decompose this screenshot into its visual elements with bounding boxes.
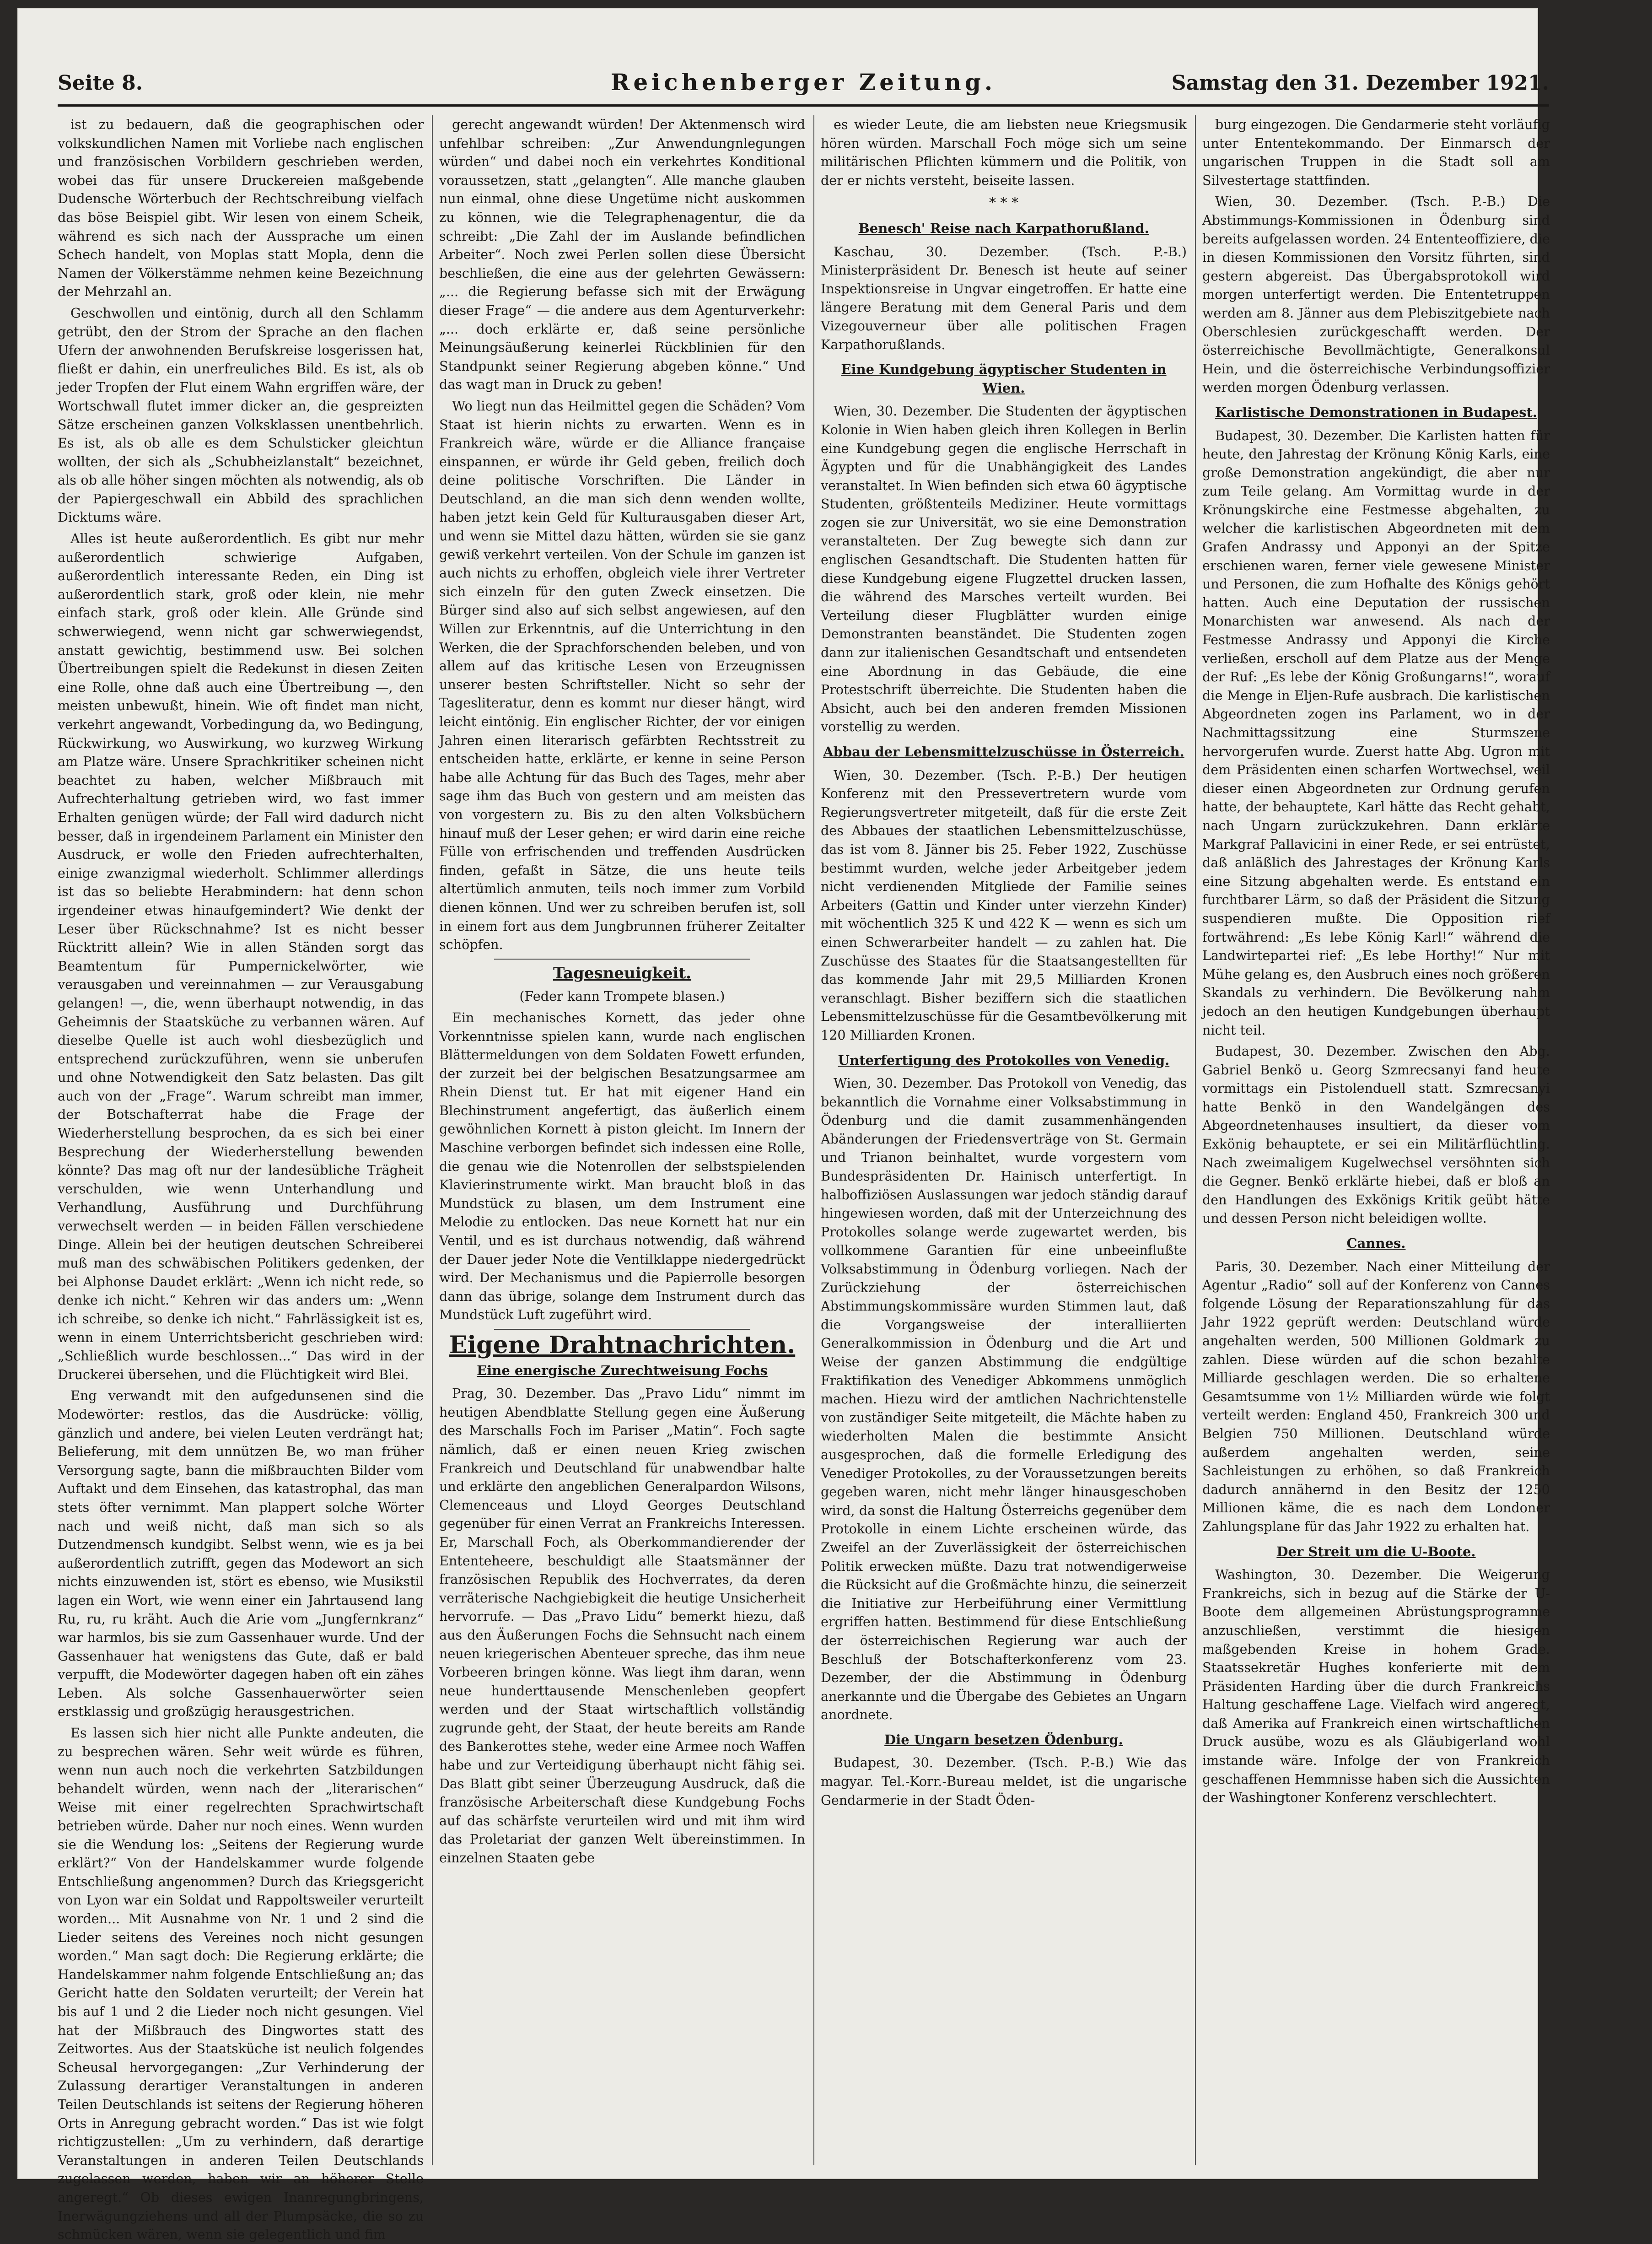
column-divider <box>432 115 433 2165</box>
paragraph: Paris, 30. Dezember. Nach einer Mitteilung der Agentur „Radio“ soll auf der Konferenz von Cannes folgende Lösung der Reparationszahlung für das Jahr 1922 geprüft werden: Deutschland würde angehalten werden, 500 Millionen Goldmark zu zahlen. Diese würden auf die schon bezahlte Milliarde geschlagen werden. Die so erhaltene Gesamtsumme von 1½ Milliarden würde wie folgt verteilt werden: England 450, Frankreich 300 und Belgien 750 Millionen. Deutschland würde außerdem angehalten werden, seine Sachleistungen zu erhöhen, so daß Frankreich dadurch annähernd in den Besitz der 1250 Millionen käme, die es nach dem Londoner Zahlungsplane für das Jahr 1922 zu erhalten hat. <box>1202 1258 1550 1534</box>
column-4 <box>1202 115 1550 2184</box>
column-1 <box>58 115 424 2243</box>
paragraph: Wien, 30. Dezember. (Tsch. P.-B.) Der heutigen Konferenz mit den Pressevertretern wurde vom Regierungsvertreter mitgeteilt, daß für die erste Zeit des Abbaues der staatlichen Lebensmittelzuschüsse, das ist vom 8. Jänner bis 25. Feber 1922, Zuschüsse bestimmt wurden, welche jeder Arbeitgeber jedem nicht verdienenden Mitgliede der Familie seines Arbeiters (Gattin und Kinder unter vierzehn Kinder) mit wöchentlich 325 K und 422 K — wenn es sich um einen Schwerarbeiter handelt — zu zahlen hat. Die Zuschüsse des Staates für die Staatsangestellten für das kommende Jahr mit 29,5 Milliarden Kronen veranschlagt. Bisher beziffern sich die staatlichen Lebensmittelzuschüsse für die Gesamtbevölkerung mit 120 Milliarden Kronen. <box>821 767 1187 1043</box>
section-heading-tagesneuigkeit: Tagesneuigkeit. <box>553 964 692 982</box>
paragraph: gerecht angewandt würden! Der Aktenmensch wird unfehlbar schreiben: „Zur Anwendungnlegungen würden“ und dabei noch ein verkehrtes Konditional voraussetzen, statt „gelangten“. Alle manche glauben nun einmal, ohne diese Ungetüme nicht auskommen zu können, wie die Telegraphenagentur, die da schreibt: „Die Zahl der im Auslande befindlichen Arbeiter“. Noch zwei Perlen sollen diese Übersicht beschließen, die eine aus der gelehrten Gewässern: „... die Regierung befasse sich mit der Erwägung dieser Frage“ — die andere aus dem Agenturverkehr: „... doch erklärte er, daß seine persönliche Meinungsäußerung keinerlei Rückblinien für den Standpunkt seiner Regierung abgeben könne.“ Und das wagt man in Druck zu geben! <box>439 117 805 393</box>
section-heading-drahtnachrichten: Eigene Drahtnachrichten. <box>449 1331 796 1359</box>
issue-date: Samstag den 31. Dezember 1921. <box>1171 71 1549 95</box>
paragraph: Budapest, 30. Dezember. Zwischen den Abg. Gabriel Benkö u. Georg Szmrecsanyi fand heute vormittags ein Pistolenduell statt. Szmrecsanyi hatte Benkö in den Wandelgängen des Abgeordnetenhauses insultiert, da dieser vom Exkönig behauptete, er sei ein Militärflüchtling. Nach zweimaligem Kugelwechsel versöhnten sich die Gegner. Benkö erklärte hiebei, daß er bloß an den Handlungen des Exkönigs Kritik geübt hätte und dessen Person nicht beleidigen wollte. <box>1202 1043 1550 1226</box>
column-divider <box>813 115 814 2165</box>
article-heading: Eine Kundgebung ägyptischer Studenten in Wien. <box>841 361 1167 396</box>
paragraph: Ein mechanisches Kornett, das jeder ohne Vorkenntnisse spielen kann, wurde nach englischen Blättermeldungen von dem Soldaten Fowett erfunden, der zurzeit bei der belgischen Besatzungsarmee am Rhein Dienst tut. Er hat mit eigener Hand ein Blechinstrument angefertigt, das äußerlich einem gewöhnlichen Kornett à piston gleicht. Im Innern der Maschine verborgen befindet sich indessen eine Rolle, die genau wie die Notenrollen der selbstspielenden Klavierinstrumente wirkt. Man braucht bloß in das Mundstück zu blasen, um dem Instrument eine Melodie zu entlocken. Das neue Kornett hat nur ein Ventil, und es ist durchaus notwendig, daß während der Dauer jeder Note die Ventilklappe niedergedrückt wird. Der Mechanismus und die Papierrolle besorgen dann das übrige, solange dem Instrument durch das Mundstück Luft zugeführt wird. <box>439 1009 805 1323</box>
article-heading: Unterfertigung des Protokolles von Venedig. <box>838 1052 1170 1068</box>
paragraph: Prag, 30. Dezember. Das „Pravo Lidu“ nimmt im heutigen Abendblatte Stellung gegen eine Äußerung des Marschalls Foch im Pariser „Matin“. Foch sagte nämlich, daß er einen neuen Krieg zwischen Frankreich und Deutschland für unabwendbar halte und erklärte den angeblichen Generalpardon Wilsons, Clemenceaus und Lloyd Georges Deutschland gegenüber für einen Verrat an Frankreichs Interessen. Er, Marschall Foch, als Oberkommandierender der Ententeheere, beschuldigt alle Staatsmänner der französischen Republik des Hochverrates, da deren verräterische Nachgiebigkeit die heutige Unsicherheit hervorrufe. — Das „Pravo Lidu“ bemerkt hiezu, daß aus den Äußerungen Fochs die Sehnsucht nach einem neuen kriegerischen Abenteuer spreche, das ihm neue Vorbeeren bringen könne. Was liegt ihm daran, wenn neue hunderttausende Menschenleben geopfert werden und der Staat wirtschaftlich vollständig zugrunde geht, der Staat, der heute bereits am Rande des Bankerottes stehe, weder eine Armee noch Waffen habe und zur Verteidigung überhaupt nicht fähig sei. Das Blatt gibt seiner Überzeugung Ausdruck, daß die französische Arbeiterschaft diese Kundgebung Fochs auf das schärfste verurteilen wird und mit ihm wird das Proletariat der ganzen Welt übereinstimmen. In einzelnen Staaten gebe <box>439 1386 805 1866</box>
paragraph: Geschwollen und eintönig, durch all den Schlamm getrübt, den der Strom der Sprache an den flachen Ufern der anwohnenden Berufskreise losgerissen hat, fließt er dahin, ein unerfreuliches Bild. Es ist, als ob jeder Tropfen der Flut einem Wahn ergriffen wäre, der Wortschwall flutet immer dicker an, die gespreizten Sätze erscheinen ganzen Volksklassen unentbehrlich. Es ist, als ob alle es dem Schulsticker gleichtun wollten, der sich als „Schubheizlanstalt“ bezeichnet, als ob alle höher singen möchten als notwendig, als ob der Papiergeschwall ein Abbild des sprachlichen Dicktums wäre. <box>58 305 424 525</box>
paragraph: Washington, 30. Dezember. Die Weigerung Frankreichs, sich in bezug auf die Stärke der U-Boote dem allgemeinen Abrüstungsprogramme anzuschließen, verstimmt die hiesigen maßgebenden Kreise in hohem Grade. Staatssekretär Hughes konferierte mit dem Präsidenten Harding über die durch Frankreichs Haltung geschaffene Lage. Vielfach wird angeregt, daß Amerika auf Frankreich einen wirtschaftlichen Druck ausübe, wozu es als Gläubigerland wohl imstande wäre. Infolge der von Frankreich geschaffenen Hemmnisse haben sich die Aussichten der Washingtoner Konferenz verschlechtert. <box>1202 1567 1550 1806</box>
section-divider <box>494 959 750 960</box>
paragraph: ist zu bedauern, daß die geographischen oder volkskundlichen Namen mit Vorliebe nach englischen und französischen Vorbildern geschrieben werden, wobei das für unsere Druckereien maßgebende Dudensche Wörterbuch der Rechtschreibung vielfach das böse Beispiel gibt. Wir lesen von einem Scheik, während es sich nach der Aussprache um einen Schech handelt, von Moplas statt Mopla, denn die Namen der Völkerstämme nehmen keine Bezeichnung der Mehrzahl an. <box>58 117 424 300</box>
paragraph: Wien, 30. Dezember. Die Studenten der ägyptischen Kolonie in Wien haben gleich ihren Kollegen in Berlin eine Kundgebung gegen die englische Herrschaft in Ägypten und für die Unabhängigkeit des Landes veranstaltet. In Wien befinden sich etwa 60 ägyptische Studenten, größtenteils Mediziner. Heute vormittags zogen sie zur Universität, wo sie eine Demonstration veranstalteten. Der Zug bewegte sich dann zur englischen Gesandtschaft. Die Studenten hatten für diese Kundgebung eigene Flugzettel drucken lassen, die während des Marsches verteilt wurden. Bei Verteilung dieser Flugblätter wurden einige Demonstranten beanständet. Die Studenten zogen dann zur italienischen Gesandtschaft und entsendeten eine Abordnung in das Gebäude, die eine Protestschrift überreichte. Die Studenten haben die Absicht, auch bei den anderen fremden Missionen vorstellig zu werden. <box>821 403 1187 735</box>
article-heading: Der Streit um die U-Boote. <box>1276 1543 1476 1559</box>
newspaper-title: Reichenberger Zeitung. <box>610 69 996 96</box>
paragraph: Wien, 30. Dezember. (Tsch. P.-B.) Die Abstimmungs-Kommissionen in Ödenburg sind bereits aufgelassen worden. 24 Ententeoffiziere, die in diesen Kommissionen den Vorsitz führten, sind gestern abgereist. Das Übergabsprotokoll wird morgen unterfertigt werden. Die Ententetruppen werden am 8. Jänner aus dem Plebiszitgebiete nach Oberschlesien zurückgeschafft werden. Der österreichische Bevollmächtigte, Generalkonsul Hein, und die österreichische Verbindungsoffizier werden morgen Ödenburg verlassen. <box>1202 194 1550 395</box>
paragraph: Wo liegt nun das Heilmittel gegen die Schäden? Vom Staat ist hierin nichts zu erwarten. Wenn es in Frankreich wäre, würde er die Alliance française einspannen, er würde ihr Geld geben, freilich doch deine politische Vorschriften. Die Länder in Deutschland, an die man sich denn wenden wollte, haben jetzt kein Geld für Kulturausgaben dieser Art, und wenn sie Mittel dazu hätten, würden sie sie ganz gewiß verkehrt verteilen. Von der Schule im ganzen ist auch nichts zu erhoffen, obgleich viele ihrer Vertreter sich einzeln für den guten Zweck einsetzen. Die Bürger sind also auf sich selbst angewiesen, auf den Willen zur Erkenntnis, auf die Unterrichtung in den Werken, die der Sprachforschenden beleben, und von allem auf das kritische Lesen von Erzeugnissen unserer besten Schriftsteller. Nicht so sehr der Tagesliteratur, denn es kommt nur dieser hängt, wird leicht eintönig. Ein englischer Richter, der vor einigen Jahren einen literarisch gefärbten Rechtsstreit zu entscheiden hatte, erklärte, er kenne in seine Person habe alle Achtung für das Buch des Tages, mehr aber sage ihm das Buch von gestern und am meisten das von vorgestern zu. Bis zu den alten Volksbüchern hinauf muß der Leser gehen; er wird darin eine reiche Fülle von erfrischenden und treffenden Ausdrücken finden, gefaßt in Sätze, die uns heute teils altertümlich anmuten, teils noch immer zum Vorbild dienen können. Und wer zu schreiben berufen ist, soll in einem fort aus dem Jungbrunnen früherer Zeitalter schöpfen. <box>439 398 805 953</box>
page-number: Seite 8. <box>58 71 143 95</box>
article-heading: Abbau der Lebensmittelzuschüsse in Österreich. <box>823 744 1184 760</box>
article-heading: Eine energische Zurechtweisung Fochs <box>477 1362 768 1378</box>
separator-stars: * * * <box>989 195 1019 211</box>
paragraph: Budapest, 30. Dezember. (Tsch. P.-B.) Wie das magyar. Tel.-Korr.-Bureau meldet, ist die ungarische Gendarmerie in der Stadt Öden- <box>821 1755 1187 1808</box>
article-subtitle: (Feder kann Trompete blasen.) <box>519 988 725 1004</box>
article-heading: Die Ungarn besetzen Ödenburg. <box>884 1732 1123 1748</box>
paragraph: es wieder Leute, die am liebsten neue Kriegsmusik hören würden. Marschall Foch möge sich um seine militärischen Pflichten kümmern und die Politik, von der er nichts versteht, beiseite lassen. <box>821 117 1187 188</box>
section-divider <box>494 1329 750 1330</box>
paragraph: Budapest, 30. Dezember. Die Karlisten hatten für heute, den Jahrestag der Krönung König Karls, eine große Demonstration angekündigt, die aber nur zum Teile gelang. Am Vormittag wurde in der Krönungskirche eine Festmesse abgehalten, zu welcher die karlistischen Abgeordneten mit dem Grafen Andrassy und Apponyi an der Spitze erschienen waren, ferner viele gewesene Minister und Personen, die zum Hofhalte des Königs gehört hatten. Auch eine Deputation der russischen Monarchisten war anwesend. Als nach der Festmesse Andrassy und Apponyi die Kirche verließen, erscholl auf dem Platze aus der Menge der Ruf: „Es lebe der König Großungarns!“, worauf die Menge in Eljen-Rufe ausbrach. Die karlistischen Abgeordneten zogen ins Parlament, wo in der Nachmittagssitzung eine Sturmszene hervorgerufen wurde. Zuerst hatte Abg. Ugron mit dem Präsidenten einen scharfen Wortwechsel, weil dieser einen Abgeordneten zur Ordnung gerufen hatte, der behauptete, Karl hätte das Recht gehabt, nach Ungarn zurückzukehren. Dann erklärte Markgraf Pallavicini in einer Rede, er sei entrüstet, daß anläßlich des Jahrestages der Krönung Karls eine Sitzung abgehalten werde. Es entstand ein furchtbarer Lärm, so daß der Präsident die Sitzung suspendieren mußte. Die Opposition rief fortwährend: „Es lebe König Karl!“ während die Landwirtepartei rief: „Es lebe Horthy!“ Nur mit Mühe gelang es, den Ausbruch eines noch größeren Skandals zu verhindern. Die Bevölkerung nahm jedoch an den heutigen Kundgebungen überhaupt nicht teil. <box>1202 427 1550 1038</box>
paragraph: Kaschau, 30. Dezember. (Tsch. P.-B.) Ministerpräsident Dr. Benesch ist heute auf seiner Inspektionsreise in Ungvar eingetroffen. Er hatte eine längere Beratung mit dem General Paris und dem Vizegouverneur über alle politischen Fragen Karpathorußlands. <box>821 243 1187 352</box>
article-heading: Benesch' Reise nach Karpathorußland. <box>858 220 1149 236</box>
article-heading: Cannes. <box>1346 1235 1406 1251</box>
article-heading: Karlistische Demonstrationen in Budapest. <box>1215 404 1538 420</box>
paragraph: Es lassen sich hier nicht alle Punkte andeuten, die zu besprechen wären. Sehr weit würde es führen, wenn nun auch noch die verkehrten Satzbildungen behandelt würden, wenn nach der „literarischen“ Weise mit einer regelrechten Sprachwirtschaft betrieben würde. Daher nur noch eines. Wenn wurden sie die Wendung los: „Seitens der Regierung wurde erklärt?“ Von der Handelskammer wurde folgende Entschließung angenommen? Durch das Kriegsgericht von Lyon war ein Soldat und Rappoltsweiler verurteilt worden... Mit Ausnahme von Nr. 1 und 2 sind die Lieder seitens des Vereines noch nicht gesungen worden.“ Man sagt doch: Die Regierung erklärte; die Handelskammer nahm folgende Entschließung an; das Gericht hatte den Soldaten verurteilt; der Verein hat bis auf 1 und 2 die Lieder noch nicht gesungen. Viel hat der Mißbrauch des Dingwortes statt des Zeitwortes. Aus der Staatsküche ist neulich folgendes Scheusal hervorgegangen: „Zur Verhinderung der Zulassung derartiger Veranstaltungen in anderen Teilen Deutschlands ist seitens der Regierung höheren Orts in Anregung gebracht worden.“ Das ist wie folgt richtigzustellen: „Um zu verhindern, daß derartige Veranstaltungen in anderen Teilen Deutschlands zugelassen werden, haben wir an höherer Stelle angeregt.“ Ob dieses ewigen Inanregungbringens, Inerwägungziehens und all der Plumpsäcke, die so zu schmücken wären, wenn sie gelegentlich und fim <box>58 1725 424 2243</box>
paragraph: Wien, 30. Dezember. Das Protokoll von Venedig, das bekanntlich die Vornahme einer Volksabstimmung in Ödenburg und die damit zusammenhängenden Abänderungen der Friedensverträge von St. Germain und Trianon beinhaltet, wurde vorgestern vom Bundespräsidenten Dr. Hainisch unterfertigt. In halboffiziösen Auslassungen war jedoch ständig darauf hingewiesen worden, daß mit der Unterzeichnung des Protokolles solange werde zugewartet werden, bis vollkommene Garantien für eine unbeeinflußte Volksabstimmung in Ödenburg vorliegen. Nach der Zurückziehung der österreichischen Abstimmungskommissäre wurden Stimmen laut, daß die Vorgangsweise der interalliierten Generalkommission in Ödenburg und die Art und Weise der ganzen Abstimmung die endgültige Fraktifikation des Venediger Abkommens unmöglich machen. Hiezu wird der amtlichen Nachrichtenstelle von zuständiger Seite mitgeteilt, die Mächte haben zu wiederholten Malen die bestimmte Ansicht ausgesprochen, daß die formelle Erledigung des Venediger Protokolles, zu der Voraussetzungen bereits gegeben waren, nicht mehr länger hinausgeschoben wird, da sonst die Haltung Österreichs gegenüber dem Protokolle in einem Lichte erscheinen würde, das Zweifel an der Zuverlässigkeit der österreichischen Politik erwecken müßte. Dazu trat notwendigerweise die Rücksicht auf die Großmächte hinzu, die seinerzeit die Initiative zur Herbeiführung einer Vermittlung ergriffen hatten. Bestimmend für diese Entschließung der österreichischen Regierung war auch der Beschluß der Botschafterkonferenz vom 23. Dezember, der die Abstimmung in Ödenburg anerkannte und die Übergabe des Gebietes an Ungarn anordnete. <box>821 1075 1187 1723</box>
header-rule <box>58 104 1549 107</box>
newspaper-page <box>18 9 1550 2243</box>
column-3 <box>821 115 1187 2184</box>
column-divider <box>1195 115 1196 2165</box>
paragraph: burg eingezogen. Die Gendarmerie steht vorläufig unter Ententekommando. Der Einmarsch der ungarischen Truppen in die Stadt soll am Silvestertage stattfinden. <box>1202 117 1550 188</box>
page-header <box>58 69 1549 101</box>
paragraph: Eng verwandt mit den aufgedunsenen sind die Modewörter: restlos, das die Ausdrücke: völlig, gänzlich und andere, bei vielen Leuten verdrängt hat; Belieferung, mit dem unnützen Be, wo man früher Versorgung sagte, bann die mißbrauchten Bilder vom Auftakt und dem Einsehen, das katastrophal, das man stets öfter vernimmt. Man plappert solche Wörter nach und weiß nicht, daß man sich so als Dutzendmensch kundgibt. Selbst wenn, wie es ja bei außerordentlich zutrifft, gegen das Modewort an sich nichts einzuwenden ist, stört es ebenso, wie Musikstil lagen ein Wort, wie wenn einer ein Jahrtausend lang Ru, ru, ru kräht. Auch die Arie vom „Jungfernkranz“ war harmlos, bis sie zum Gassenhauer wurde. Und der Gassenhauer hat wenigstens das Gute, daß er bald verpufft, die Modewörter dagegen haben oft ein zähes Leben. Als solche Gassenhauerwörter seien erstklassig und großzügig herausgestrichen. <box>58 1388 424 1720</box>
paragraph: Alles ist heute außerordentlich. Es gibt nur mehr außerordentlich schwierige Aufgaben, außerordentlich interessante Reden, ein Ding ist außerordentlich stark, groß oder klein, nie mehr einfach stark, groß oder klein. Alle Gründe sind schwerwiegend, wenn nicht gar schwerwiegendst, anstatt gewichtig, bestimmend usw. Bei solchen Übertreibungen spielt die Redekunst in diesen Zeiten eine Rolle, ohne daß auch eine Übertreibung —, den meisten unbewußt, hinein. Wie oft findet man nicht, verkehrt angewandt, Vorbedingung da, wo Bedingung, Rückwirkung, wo Auswirkung, wo kurzweg Wirkung am Platze wäre. Unsere Sprachkritiker scheinen nicht beachtet zu haben, welcher Mißbrauch mit Aufrechterhaltung getrieben wird, wo fast immer Erhalten genügen würde; der Fall wird dadurch nicht besser, daß in irgendeinem Parlament ein Minister den Ausdruck, er wolle den Frieden aufrechterhalten, einige zwanzigmal wiederholt. Schlimmer allerdings ist das so beliebte Herabmindern: hat denn schon irgendeiner etwas hinaufgemindert? Wie denkt der Leser über Rückschnahme? Ist es nicht besser Rücktritt allein? Wie in allen Ständen sorgt das Beamtentum für Pumpernickelwörter, wie verausgaben und vereinnahmen — zur Verausgabung gelangen! —, die, wenn überhaupt notwendig, in das Geheimnis der Staatsküche zu verbannen wären. Auf dieselbe Quelle ist auch wohl diesbezüglich und entsprechend zurückzuführen, wenn sie unberufen und ohne Notwendigkeit den Satz belasten. Das gilt auch von der „Frage“. Warum schreibt man immer, der Botschafterrat habe die Frage der Wiederherstellung besprochen, da es sich bei einer Besprechung der Wiederherstellung bewenden könnte? Das mag oft nur der landesübliche Trägheit verschulden, wie wenn Unterhandlung und Verhandlung, Ausführung und Durchführung verwechselt werden — in beiden Fällen verschiedene Dinge. Allein bei der heutigen deutschen Schreiberei muß man des schwäbischen Politikers gedenken, der bei Alphonse Daudet erklärt: „Wenn ich nicht rede, so denke ich nicht.“ Kehren wir das anders um: „Wenn ich schreibe, so denke ich nicht.“ Fahrlässigkeit ist es, wenn in einem Unterrichtsbericht geschrieben wird: „Schließlich wurde beschlossen...“ Das wird in der Druckerei übersehen, und die Flüchtigkeit wird Blei. <box>58 531 424 1382</box>
column-2 <box>439 115 805 2184</box>
